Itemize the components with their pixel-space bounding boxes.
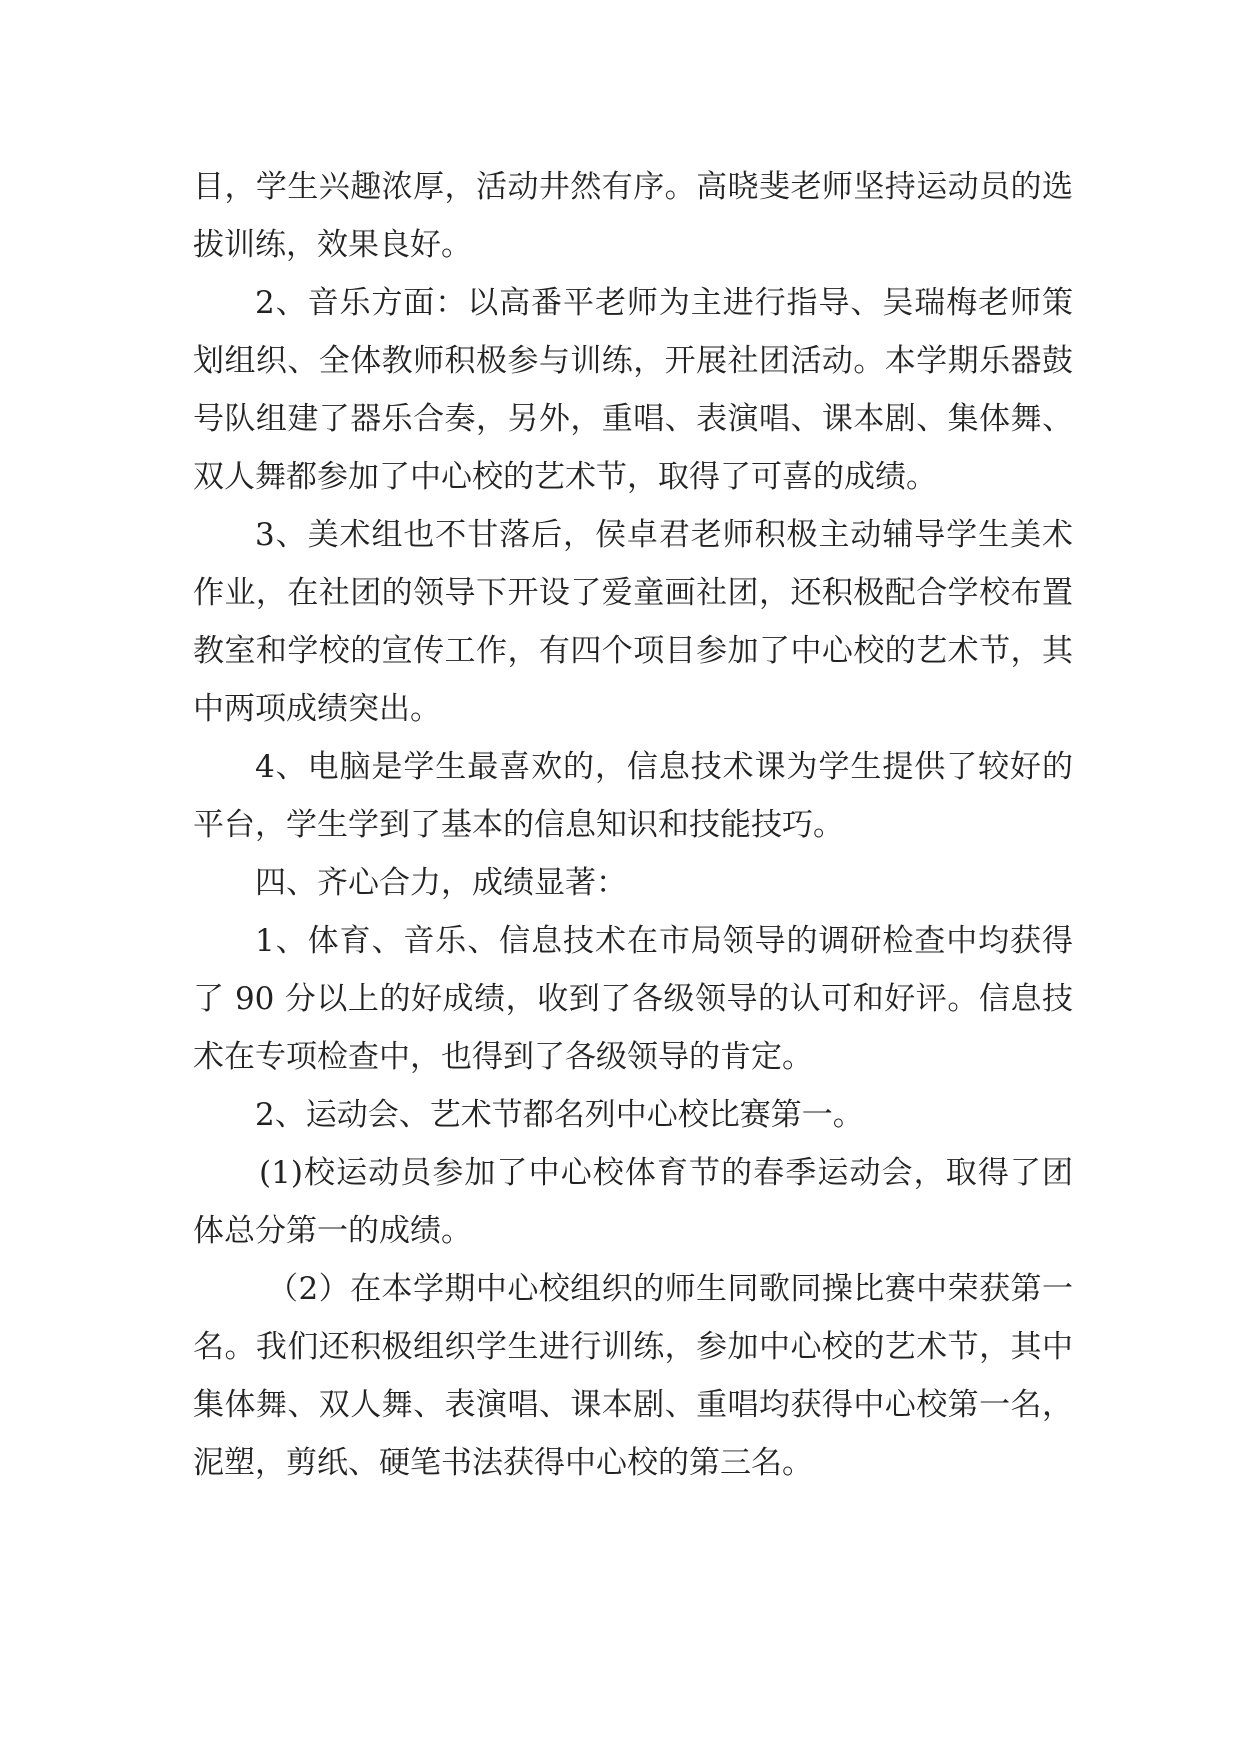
- paragraph-4: 4、电脑是学生最喜欢的，信息技术课为学生提供了较好的平台，学生学到了基本的信息知识和技能技巧。: [193, 749, 1073, 843]
- paragraph-2: 2、音乐方面：以高番平老师为主进行指导、吴瑞梅老师策划组织、全体教师积极参与训练，开展社团活动。本学期乐器鼓号队组建了器乐合奏，另外，重唱、表演唱、课本剧、集体舞、双人舞都参加了中心校的艺术节，取得了可喜的成绩。: [193, 285, 1073, 495]
- section-heading: 四、齐心合力，成绩显著：: [255, 865, 627, 901]
- paragraph-6: 2、运动会、艺术节都名列中心校比赛第一。: [255, 1097, 864, 1133]
- paragraph-1: 目，学生兴趣浓厚，活动井然有序。高晓斐老师坚持运动员的选拔训练，效果良好。: [193, 169, 1073, 263]
- paragraph-5: 1、体育、音乐、信息技术在市局领导的调研检查中均获得了 90 分以上的好成绩，收到了各级领导的认可和好评。信息技术在专项检查中，也得到了各级领导的肯定。: [193, 923, 1073, 1075]
- paragraph-3: 3、美术组也不甘落后，侯卓君老师积极主动辅导学生美术作业，在社团的领导下开设了爱童画社团，还积极配合学校布置教室和学校的宣传工作，有四个项目参加了中心校的艺术节，其中两项成绩突出。: [193, 517, 1073, 727]
- document-body: [193, 158, 1073, 1492]
- paragraph-8: （2）在本学期中心校组织的师生同歌同操比赛中荣获第一名。我们还积极组织学生进行训练，参加中心校的艺术节，其中集体舞、双人舞、表演唱、课本剧、重唱均获得中心校第一名，泥塑，剪纸、硬笔书法获得中心校的第三名。: [193, 1271, 1073, 1481]
- paragraph-7: (1)校运动员参加了中心校体育节的春季运动会，取得了团体总分第一的成绩。: [193, 1155, 1073, 1249]
